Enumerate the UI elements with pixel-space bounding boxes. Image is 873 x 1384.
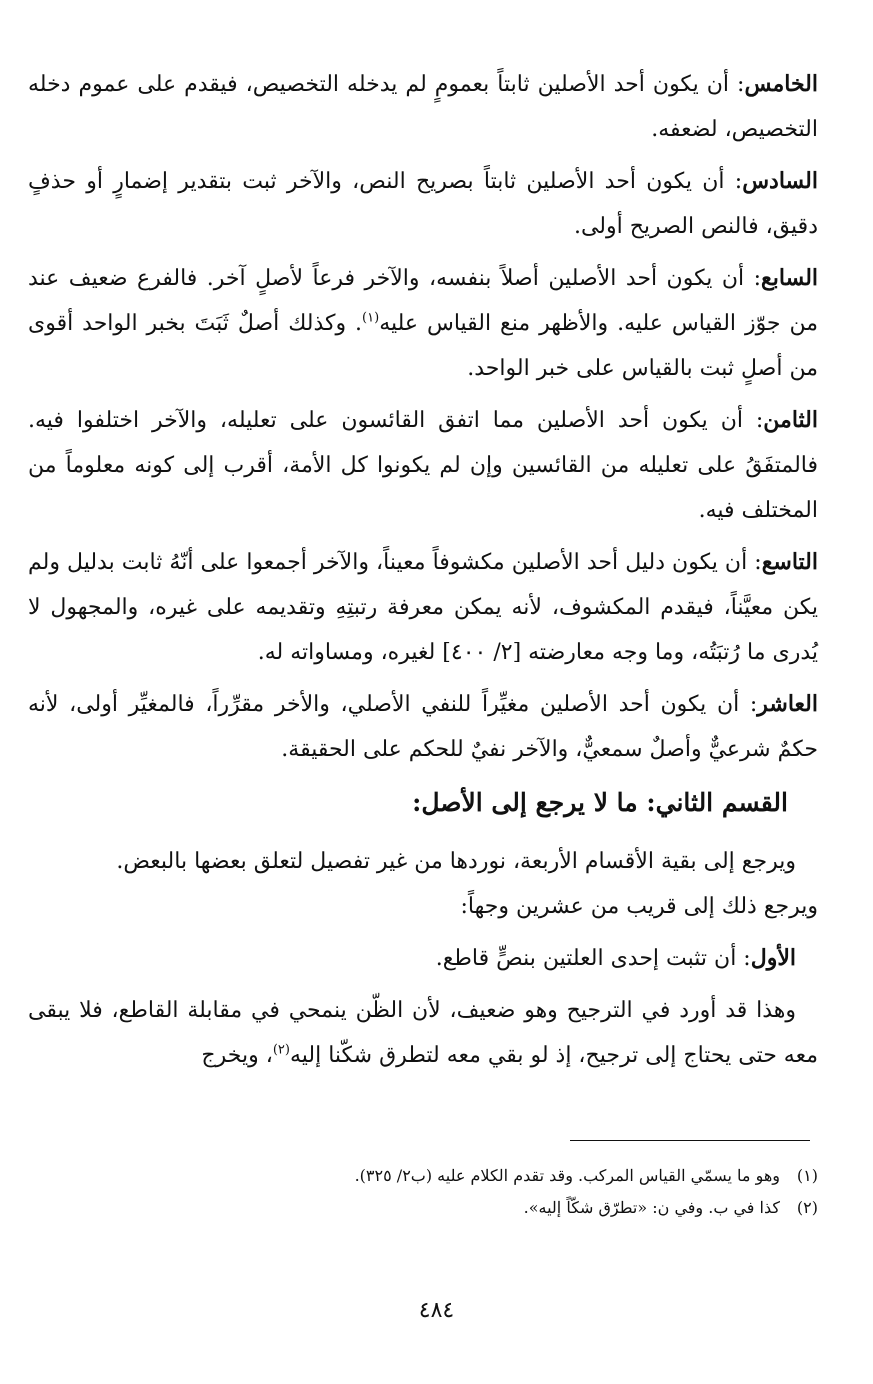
footnote-text: كذا في ب. وفي ن: «تطرّق شكّاً إليه». — [523, 1198, 780, 1217]
paragraph-term: الأول — [750, 945, 796, 971]
section-heading: القسم الثاني: ما لا يرجع إلى الأصل: — [412, 788, 788, 817]
footnote-1 — [28, 1160, 818, 1192]
paragraph-term: السادس — [742, 168, 818, 194]
paragraph-text: : أن يكون أحد الأصلين ثابتاً بصريح النص، والآخر ثبت بتقدير إضمارٍ أو حذفٍ دقيق، فالنص الصريح أولى. — [28, 169, 818, 239]
footnotes — [28, 1160, 818, 1224]
paragraph-term: الثامن — [763, 407, 818, 433]
paragraph-term: العاشر — [757, 691, 818, 717]
footnote-separator — [570, 1140, 810, 1141]
paragraph-term: الخامس — [744, 71, 818, 97]
paragraph-text-continued: . وكذلك أصلٌ ثَبَتَ بخبر الواحد أقوى من أصلٍ ثبت بالقياس على خبر الواحد. — [28, 311, 818, 381]
footnote-2 — [28, 1192, 818, 1224]
page-number: ٤٨٤ — [418, 1298, 455, 1323]
footnote-ref-2[interactable]: (٢) — [272, 1042, 290, 1058]
paragraph-text: : أن يكون أحد الأصلين ثابتاً بعمومٍ لم يدخله التخصيص، فيقدم على عموم دخله التخصيص، لضعفه. — [28, 72, 818, 142]
page-body — [28, 62, 818, 1085]
paragraph-last — [28, 988, 818, 1078]
paragraph-intro — [28, 839, 818, 884]
footnote-number: (١) — [796, 1166, 818, 1185]
footnote-ref-1[interactable]: (١) — [362, 310, 380, 326]
paragraph-term: السابع — [761, 265, 819, 291]
paragraph-text: وهذا قد أورد في الترجيح وهو ضعيف، لأن الظّن ينمحي في مقابلة القاطع، فلا يبقى معه حتى يحتاج إلى ترجيح، إذ لو بقي معه لتطرق شكّنا إليه — [28, 998, 818, 1068]
paragraph-text: : أن يكون أحد الأصلين مغيِّراً للنفي الأصلي، والأخر مقرِّراً، فالمغيِّر أولى، لأنه حكمٌ شرعيٌّ وأصلٌ سمعيٌّ، والآخر نفيٌ للحكم على الحقيقة. — [28, 692, 818, 762]
paragraph-eighth — [28, 398, 818, 533]
paragraph-text: : أن يكون دليل أحد الأصلين مكشوفاً معيناً، والآخر أجمعوا على أنّهُ ثابت بدليل ولم يكن معيَّناً، فيقدم المكشوف، لأنه يمكن معرفة رتبتِهِ وتقديمه على غيره، والمجهول لا يُدرى ما رُتبَتُه، وما وجه معارضته [٢/ ٤٠٠] لغيره، ومساواته له. — [28, 550, 818, 665]
paragraph-text: : أن تثبت إحدى العلتين بنصٍّ قاطع. — [435, 946, 751, 971]
footnote-text: وهو ما يسمّي القياس المركب. وقد تقدم الكلام عليه (ب٢/ ٣٢٥). — [354, 1166, 780, 1185]
paragraph-tenth — [28, 682, 818, 772]
paragraph-text: ويرجع إلى بقية الأقسام الأربعة، نوردها من غير تفصيل لتعلق بعضها بالبعض. — [116, 849, 796, 874]
paragraph-sixth — [28, 159, 818, 249]
paragraph-ninth — [28, 540, 818, 675]
paragraph-intro-second — [28, 884, 818, 929]
paragraph-term: التاسع — [761, 549, 818, 575]
footnote-number: (٢) — [796, 1198, 818, 1217]
paragraph-text: : أن يكون أحد الأصلين مما اتفق القائسون على تعليله، والآخر اختلفوا فيه. فالمتفَقُ على تعليله من القائسين وإن لم يكونوا كل الأمة، أقرب إلى كونه معلوماً من المختلف فيه. — [28, 408, 818, 523]
paragraph-first — [28, 936, 818, 981]
paragraph-seventh — [28, 256, 818, 391]
paragraph-text-continued: ، ويخرج — [201, 1043, 273, 1068]
paragraph-fifth — [28, 62, 818, 152]
paragraph-text: : أن يكون أحد الأصلين أصلاً بنفسه، والآخر فرعاً لأصلٍ آخر. فالفرع ضعيف عند من جوّز القياس عليه. والأظهر منع القياس عليه — [28, 266, 818, 336]
paragraph-text: ويرجع ذلك إلى قريب من عشرين وجهاً: — [460, 894, 818, 919]
